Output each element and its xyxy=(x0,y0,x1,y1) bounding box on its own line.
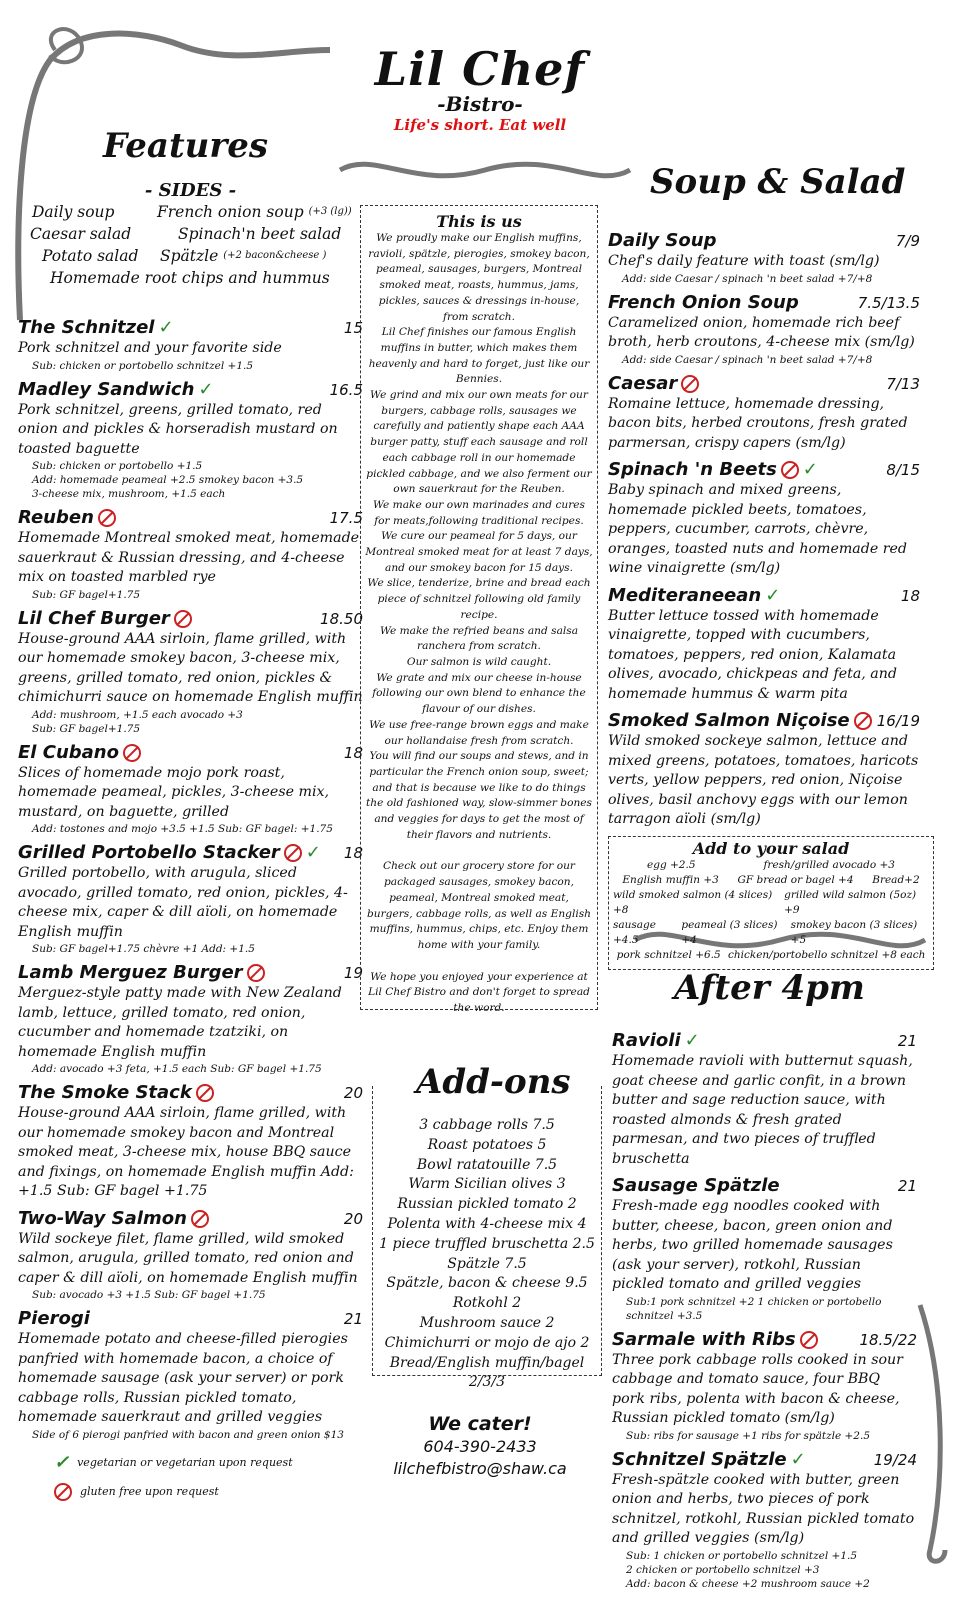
menu-item-name xyxy=(608,230,716,252)
addon-item: Warm Sicilian olives 3 xyxy=(408,1176,566,1193)
menu-item-name-text: Smoked Salmon Niçoise xyxy=(608,710,850,731)
addons-list xyxy=(373,1116,601,1393)
menu-item-name-text: The Smoke Stack xyxy=(18,1082,192,1103)
menu-item-name xyxy=(18,842,321,864)
menu-item-description: Fresh-made egg noodles cooked with butter, cheese, bacon, green onion and herbs, two grilled homemade sausages (ask your server), rotkohl, Russian pickled tomato and grilled veggies xyxy=(612,1198,893,1292)
menu-item-description: Wild sockeye filet, flame grilled, wild smoked salmon, arugula, grilled tomato, red onion and caper & dill aïoli, on homemade English muffin xyxy=(18,1230,358,1286)
catering-phone[interactable]: 604-390-2433 xyxy=(423,1437,537,1456)
menu-item-price: 7/9 xyxy=(895,232,920,250)
about-paragraph: We grind and mix our own meats for our burgers, cabbage rolls, sausages we carefully and patiently shape each AAA burger patty, stuff each sausage and roll each cabbage roll in our homemade pickled cabbage, and we also ferment our own sauerkraut for the Reuben. xyxy=(366,389,592,496)
menu-item-name xyxy=(18,317,174,339)
menu-item xyxy=(18,608,363,736)
menu-item-price: 18.50 xyxy=(320,609,363,628)
legend-veg-label: vegetarian or vegetarian upon request xyxy=(77,1455,293,1469)
gluten-free-icon xyxy=(800,1331,818,1349)
menu-item-price: 17.5 xyxy=(329,509,363,527)
menu-item-description: Pork schnitzel, greens, grilled tomato, red onion and pickles & horseradish mustard on toasted baguette xyxy=(18,401,338,457)
menu-item-price: 15 xyxy=(343,319,363,337)
menu-item-header xyxy=(612,1030,917,1052)
menu-item-price: 18 xyxy=(343,844,363,862)
vegetarian-icon: ✓ xyxy=(790,1448,806,1470)
menu-item-name xyxy=(608,585,780,607)
menu-item-name xyxy=(18,379,214,401)
salad-addon-item: wild smoked salmon (4 slices) +8 xyxy=(613,888,773,916)
menu-item xyxy=(608,459,920,579)
menu-item-header xyxy=(608,459,920,481)
salad-addon-item: egg +2.5 xyxy=(647,858,696,871)
features-column xyxy=(18,126,363,1501)
gluten-free-icon xyxy=(196,1084,214,1102)
menu-item-header xyxy=(608,230,920,252)
salad-addon-item: sausage +4.5 xyxy=(613,918,656,946)
menu-item xyxy=(18,1082,363,1202)
menu-item-description: Chef's daily feature with toast (sm/lg) xyxy=(608,253,880,269)
menu-item-description: Pork schnitzel and your favorite side xyxy=(18,340,282,356)
soup-salad-items xyxy=(608,230,920,830)
addon-item: Spätzle, bacon & cheese 9.5 xyxy=(386,1275,588,1292)
menu-item-description: Romaine lettuce, homemade dressing, bacon bits, herbed croutons, fresh grated parmersan, crispy capers (sm/lg) xyxy=(608,395,908,451)
menu-item-name xyxy=(18,962,265,984)
addon-item: Mushroom sauce 2 xyxy=(419,1314,555,1331)
menu-item-header xyxy=(612,1329,917,1351)
salad-addon-item: grilled wild salmon (5oz) +9 xyxy=(784,888,917,916)
about-paragraph: We cure our peameal for 5 days, our Montreal smoked meat for at least 7 days, and our smokey bacon for 15 days. xyxy=(365,530,593,574)
side-item: French onion soup xyxy=(157,203,304,221)
salad-addon-item: peameal (3 slices) +4 xyxy=(681,918,778,946)
menu-item-name-text: Schnitzel Spätzle xyxy=(612,1448,787,1470)
menu-item-name xyxy=(18,742,141,764)
about-box xyxy=(360,205,598,1015)
about-paragraph: We hope you enjoyed your experience at Lil Chef Bistro and don't forget to spread the word. xyxy=(368,970,590,1015)
menu-item-header xyxy=(608,710,920,732)
gluten-free-icon xyxy=(54,1483,72,1501)
menu-item-price: 21 xyxy=(897,1177,917,1195)
vegetarian-icon: ✓ xyxy=(158,317,174,338)
addon-item: 3 cabbage rolls 7.5 xyxy=(419,1117,555,1133)
menu-item-price: 21 xyxy=(897,1032,917,1050)
menu-item-name xyxy=(18,1208,209,1230)
menu-item-option: Sub: chicken or portobello schnitzel +1.5 xyxy=(32,359,254,372)
legend-veg xyxy=(54,1452,363,1473)
menu-item-header xyxy=(18,962,363,984)
salad-addon-item: Bread+2 xyxy=(872,873,920,886)
menu-item-name xyxy=(612,1329,818,1351)
addon-item: Russian pickled tomato 2 xyxy=(397,1196,577,1213)
after4-items xyxy=(612,1030,917,1591)
menu-item xyxy=(18,1308,363,1442)
menu-item xyxy=(18,842,363,956)
menu-item-description: Homemade Montreal smoked meat, homemade sauerkraut & Russian dressing, and 4-cheese mix on toasted marbled rye xyxy=(18,530,360,585)
menu-item-price: 20 xyxy=(343,1084,363,1102)
menu-item-header xyxy=(18,742,363,764)
salad-addon-item: fresh/grilled avocado +3 xyxy=(763,858,895,871)
menu-item-description: Grilled portobello, with arugula, sliced avocado, grilled tomato, red onion, pickles, 4-cheese mix, caper & dill aïoli, on homemade English muffin xyxy=(18,865,348,940)
salad-addon-row xyxy=(613,873,929,888)
menu-item-name-text: Caesar xyxy=(608,372,678,394)
menu-item xyxy=(18,1208,363,1303)
side-item: Spätzle xyxy=(160,247,219,265)
gluten-free-icon xyxy=(191,1210,209,1228)
vegetarian-icon: ✓ xyxy=(765,584,781,606)
brand-tagline: Life's short. Eat well xyxy=(393,116,567,134)
menu-item-description: Homemade potato and cheese-filled pierogies panfried with homemade bacon, a choice of homemade sausage (ask your server) or pork cabbage rolls, Russian pickled tomato, homemade sauerkraut and grilled veggies xyxy=(18,1331,348,1425)
menu-item-price: 7/13 xyxy=(886,374,920,393)
menu-item-header xyxy=(608,373,920,395)
gluten-free-icon xyxy=(123,744,141,762)
menu-item-description: Wild smoked sockeye salmon, lettuce and mixed greens, potatoes, tomatoes, haricots verts, yellow peppers, red onion, Niçoise olives, basil anchovy eggs with our lemon tarragon aïoli (sm/lg) xyxy=(608,733,919,827)
menu-item-option: Add: side Caesar / spinach 'n beet salad +7/+8 xyxy=(622,272,873,285)
sides-list xyxy=(18,201,363,289)
menu-item-name xyxy=(612,1030,700,1052)
menu-item-name-text: Ravioli xyxy=(612,1030,681,1051)
gluten-free-icon xyxy=(247,964,265,982)
menu-item-header xyxy=(18,842,363,864)
menu-item-description: Three pork cabbage rolls cooked in sour cabbage and tomato sauce, four BBQ pork ribs, polenta with bacon & cheese, Russian pickled tomato (sm/lg) xyxy=(612,1351,903,1426)
salad-addons-rows xyxy=(613,858,929,963)
sides-row xyxy=(18,245,363,267)
menu-item-price: 20 xyxy=(343,1209,363,1228)
menu-item-header xyxy=(18,1308,363,1330)
menu-item-price: 16/19 xyxy=(876,712,920,730)
menu-item-option: Add: homemade peameal +2.5 smokey bacon +3.5 xyxy=(32,474,304,486)
menu-item-header xyxy=(18,507,363,529)
menu-item-option: Sub: GF bagel+1.75 xyxy=(32,722,141,735)
about-title: This is us xyxy=(436,212,522,231)
sides-row xyxy=(18,223,363,245)
menu-item-description: House-ground AAA sirloin, flame grilled, with our homemade smokey bacon and Montreal smoked meat, 3-cheese mix, house BBQ sauce and fixings, on homemade English muffin Add: +1.5 Sub: GF bagel +1.75 xyxy=(18,1105,354,1199)
legend xyxy=(18,1452,363,1501)
salad-addon-item: smokey bacon (3 slices) +5 xyxy=(790,918,918,946)
menu-item-option: Add: tostones and mojo +3.5 +1.5 Sub: GF bagel: +1.75 xyxy=(32,823,333,835)
menu-item-price: 19 xyxy=(343,964,363,982)
gluten-free-icon xyxy=(284,844,302,862)
menu-item-option: Sub: ribs for sausage +1 ribs for spätzle +2.5 xyxy=(626,1429,871,1442)
menu-item-option: Sub:1 pork schnitzel +2 1 chicken or portobello schnitzel +3.5 xyxy=(626,1295,882,1322)
menu-item-option: 3-cheese mix, mushroom, +1.5 each xyxy=(32,488,226,500)
gluten-free-icon xyxy=(681,375,699,393)
gluten-free-icon xyxy=(98,509,116,527)
menu-item-name xyxy=(612,1175,780,1197)
menu-item-header xyxy=(18,317,363,339)
brand-header xyxy=(330,42,630,135)
menu-item-name-text: Mediteraneean xyxy=(608,584,762,606)
salad-addon-row xyxy=(613,888,929,918)
menu-item-name xyxy=(612,1449,806,1471)
soup-salad-heading: Soup & Salad xyxy=(650,162,906,202)
menu-item-name xyxy=(18,1082,214,1104)
menu-item-name-text: French Onion Soup xyxy=(608,291,799,313)
sides-row xyxy=(18,201,363,223)
salad-addon-item: pork schnitzel +6.5 xyxy=(616,948,721,961)
legend-gf xyxy=(54,1483,363,1501)
menu-item xyxy=(18,962,363,1076)
menu-item-header xyxy=(612,1175,917,1197)
menu-item xyxy=(18,379,363,502)
menu-item-name xyxy=(608,292,799,314)
side-note: (+3 (lg)) xyxy=(308,206,352,217)
about-paragraph: Lil Chef finishes our famous English muffins in butter, which makes them heavenly and hard to forget, just like our Bennies. xyxy=(368,326,590,386)
menu-item xyxy=(608,373,920,454)
menu-item-option: Sub: avocado +3 +1.5 Sub: GF bagel +1.75 xyxy=(32,1289,266,1301)
menu-item-name-text: El Cubano xyxy=(18,741,119,763)
gluten-free-icon xyxy=(854,712,872,730)
addon-item: Rotkohl 2 xyxy=(452,1295,522,1312)
menu-item xyxy=(18,742,363,837)
menu-item-name xyxy=(18,608,192,630)
menu-item-name-text: Lamb Merguez Burger xyxy=(18,962,243,983)
about-paragraph: Check out our grocery store for our packaged sausages, smokey bacon, peameal, Montreal smoked meat, burgers, cabbage rolls, as well as English muffins, hummus, chips, etc. Enjoy them home with your family. xyxy=(367,860,591,951)
menu-item-header xyxy=(18,1208,363,1230)
menu-item xyxy=(608,585,920,705)
menu-item-option: 2 chicken or portobello schnitzel +3 xyxy=(626,1563,820,1576)
menu-item-header xyxy=(612,1449,917,1471)
menu-item-price: 18 xyxy=(343,743,363,762)
about-paragraph: We proudly make our English muffins, ravioli, spätzle, pierogies, smokey bacon, peameal, sausages, burgers, Montreal smoked meat, roasts, hummus, jams, pickles, sauces & dressings in-house, from scratch. xyxy=(368,232,590,323)
menu-item-option: Sub: 1 chicken or portobello schnitzel +1.5 xyxy=(626,1549,858,1562)
side-item: Potato salad xyxy=(42,247,139,265)
menu-item-price: 8/15 xyxy=(886,461,920,479)
side-item: Homemade root chips and hummus xyxy=(50,269,330,287)
salad-addons-title: Add to your salad xyxy=(692,838,850,858)
menu-item-name xyxy=(608,373,699,395)
about-paragraph: Our salmon is wild caught. xyxy=(406,655,552,668)
menu-item xyxy=(612,1175,917,1323)
salad-addon-item: chicken/portobello schnitzel +8 each xyxy=(727,948,926,961)
side-item: Daily soup xyxy=(32,203,115,221)
menu-item xyxy=(608,230,920,286)
menu-item-price: 16.5 xyxy=(329,380,363,399)
menu-item-name-text: The Schnitzel xyxy=(18,317,155,338)
menu-item xyxy=(608,710,920,830)
menu-item-name-text: Two-Way Salmon xyxy=(18,1207,187,1229)
salad-addon-item: GF bread or bagel +4 xyxy=(737,873,854,886)
addon-item: Roast potatoes 5 xyxy=(427,1136,547,1153)
swirl-divider-brand xyxy=(335,150,635,190)
menu-item-description: Slices of homemade mojo pork roast, homemade peameal, pickles, 3-cheese mix, mustard, on baguette, grilled xyxy=(18,764,330,820)
menu-item-option: Sub: chicken or portobello +1.5 xyxy=(32,460,203,472)
menu-item-name xyxy=(608,459,818,481)
menu-item xyxy=(612,1449,917,1591)
legend-gf-label: gluten free upon request xyxy=(80,1485,219,1498)
menu-item-description: Merguez-style patty made with New Zealand lamb, lettuce, grilled tomato, red onion, cucumber and homemade tzatziki, on homemade English muffin xyxy=(18,985,342,1060)
menu-item-name-text: Madley Sandwich xyxy=(18,378,195,400)
gluten-free-icon xyxy=(174,610,192,628)
side-item: Caesar salad xyxy=(30,225,132,243)
catering-email[interactable]: lilchefbistro@shaw.ca xyxy=(393,1459,567,1478)
soup-salad-column xyxy=(608,162,926,970)
addons-box xyxy=(372,1086,602,1391)
menu-item-header xyxy=(608,292,920,314)
salad-addons-box xyxy=(608,836,934,970)
features-heading: Features xyxy=(103,126,269,166)
menu-item-name xyxy=(608,710,872,732)
menu-item xyxy=(18,507,363,602)
addon-item: Bowl ratatouille 7.5 xyxy=(416,1156,558,1173)
salad-addon-row xyxy=(613,948,929,963)
about-paragraph: We grate and mix our cheese in-house following our own blend to enhance the flavour of our dishes. xyxy=(372,671,586,716)
salad-addon-row xyxy=(613,858,929,873)
about-paragraph: We use free-range brown eggs and make our hollandaise fresh from scratch. xyxy=(369,718,589,747)
salad-addon-row xyxy=(613,918,929,948)
menu-item xyxy=(608,292,920,367)
after4-column xyxy=(612,968,917,1597)
menu-item-name-text: Daily Soup xyxy=(608,230,717,251)
vegetarian-icon: ✓ xyxy=(198,378,214,400)
menu-item-option: Sub: GF bagel+1.75 xyxy=(32,588,141,601)
menu-item xyxy=(612,1030,917,1169)
menu-item-name-text: Grilled Portobello Stacker xyxy=(18,842,280,863)
about-body xyxy=(365,231,593,1017)
menu-item-description: Fresh-spätzle cooked with butter, green onion and herbs, two pieces of pork schnitzel, rotkohl, Russian pickled tomato and grilled veggies (sm/lg) xyxy=(612,1471,915,1546)
menu-item-name-text: Sarmale with Ribs xyxy=(612,1328,796,1350)
menu-item-price: 18 xyxy=(900,586,920,605)
about-paragraph: You will find our soups and stews, and in particular the French onion soup, sweet; and that is because we like to do things the old fashioned way, slow-simmer bones and veggies for days to get the most of their flavors and nutrients. xyxy=(366,750,592,841)
brand-name: Lil Chef xyxy=(374,42,586,96)
vegetarian-icon: ✓ xyxy=(684,1030,700,1051)
vegetarian-icon: ✓ xyxy=(305,842,321,863)
about-paragraph: We make the refried beans and salsa ranchera from scratch. xyxy=(379,624,579,653)
addon-item: Spätzle 7.5 xyxy=(447,1255,527,1272)
about-paragraph: We slice, tenderize, brine and bread each piece of schnitzel following old family recipe. xyxy=(367,577,591,621)
menu-item xyxy=(612,1329,917,1443)
after4-heading: After 4pm xyxy=(674,968,865,1008)
menu-item-option: Add: bacon & cheese +2 mushroom sauce +2 xyxy=(626,1577,870,1590)
menu-item-description: Caramelized onion, homemade rich beef broth, herb croutons, 4-cheese mix (sm/lg) xyxy=(608,314,915,350)
gluten-free-icon xyxy=(781,461,799,479)
side-item: Spinach'n beet salad xyxy=(178,225,342,243)
about-paragraph: We make our own marinades and cures for meats,following traditional recipes. xyxy=(373,498,585,527)
menu-item-description: Butter lettuce tossed with homemade vinaigrette, topped with cucumbers, tomatoes, peppers, red onion, Kalamata olives, avocado, chickpeas and feta, and homemade hummus & warm pita xyxy=(608,607,897,702)
menu-item-option: Add: side Caesar / spinach 'n beet salad +7/+8 xyxy=(622,353,873,366)
menu-item-name-text: Reuben xyxy=(18,507,94,528)
menu-item-header xyxy=(18,608,363,630)
menu-item-option: Sub: GF bagel+1.75 chèvre +1 Add: +1.5 xyxy=(32,943,255,955)
features-items xyxy=(18,317,363,1442)
menu-item-price: 19/24 xyxy=(873,1450,917,1469)
menu-item-description: Homemade ravioli with butternut squash, goat cheese and garlic confit, in a brown butter and sage reduction sauce, with roasted almonds & fresh grated parmesan, and two pieces of truffled bruschetta xyxy=(612,1053,913,1167)
addon-item: 1 piece truffled bruschetta 2.5 xyxy=(379,1235,595,1252)
catering-title: We cater! xyxy=(428,1413,532,1435)
addon-item: Bread/English muffin/bagel 2/3/3 xyxy=(389,1354,585,1391)
menu-item-header xyxy=(608,585,920,607)
catering-block xyxy=(380,1412,580,1480)
addon-item: Chimichurri or mojo de ajo 2 xyxy=(384,1334,590,1351)
sides-heading: - SIDES - xyxy=(144,180,237,201)
menu-item xyxy=(18,317,363,373)
menu-item-description: House-ground AAA sirloin, flame grilled, with our homemade smokey bacon, 3-cheese mix, greens, grilled tomato, red onion, pickles & chimichurri sauce on homemade English muffin xyxy=(18,630,363,705)
salad-addon-item: English muffin +3 xyxy=(622,873,719,886)
menu-item-header xyxy=(18,379,363,401)
menu-item-name-text: Lil Chef Burger xyxy=(18,607,170,629)
vegetarian-icon: ✓ xyxy=(802,459,818,480)
menu-item-name-text: Spinach 'n Beets xyxy=(608,459,777,480)
menu-item-header xyxy=(18,1082,363,1104)
menu-item-name-text: Sausage Spätzle xyxy=(612,1175,780,1196)
brand-subtitle: -Bistro- xyxy=(437,92,523,116)
side-note: (+2 bacon&cheese ) xyxy=(223,250,327,261)
menu-item-option: Side of 6 pierogi panfried with bacon and green onion $13 xyxy=(32,1428,344,1441)
menu-item-price: 21 xyxy=(343,1310,363,1328)
vegetarian-icon: ✓ xyxy=(54,1451,70,1473)
menu-item-option: Add: avocado +3 feta, +1.5 each Sub: GF bagel +1.75 xyxy=(32,1063,322,1075)
sides-row xyxy=(18,267,363,289)
addon-item: Polenta with 4-cheese mix 4 xyxy=(387,1215,587,1232)
menu-item-name-text: Pierogi xyxy=(18,1308,90,1329)
menu-item-description: Baby spinach and mixed greens, homemade pickled beets, tomatoes, peppers, cucumber, carrots, chèvre, oranges, toasted nuts and homemade red wine vinaigrette (sm/lg) xyxy=(608,482,908,576)
menu-item-name xyxy=(18,507,116,529)
menu-item-option: Add: mushroom, +1.5 each avocado +3 xyxy=(32,708,243,721)
menu-item-price: 18.5/22 xyxy=(859,1330,917,1349)
addons-heading: Add-ons xyxy=(408,1062,579,1102)
menu-item-price: 7.5/13.5 xyxy=(857,293,920,312)
menu-item-name xyxy=(18,1308,90,1330)
